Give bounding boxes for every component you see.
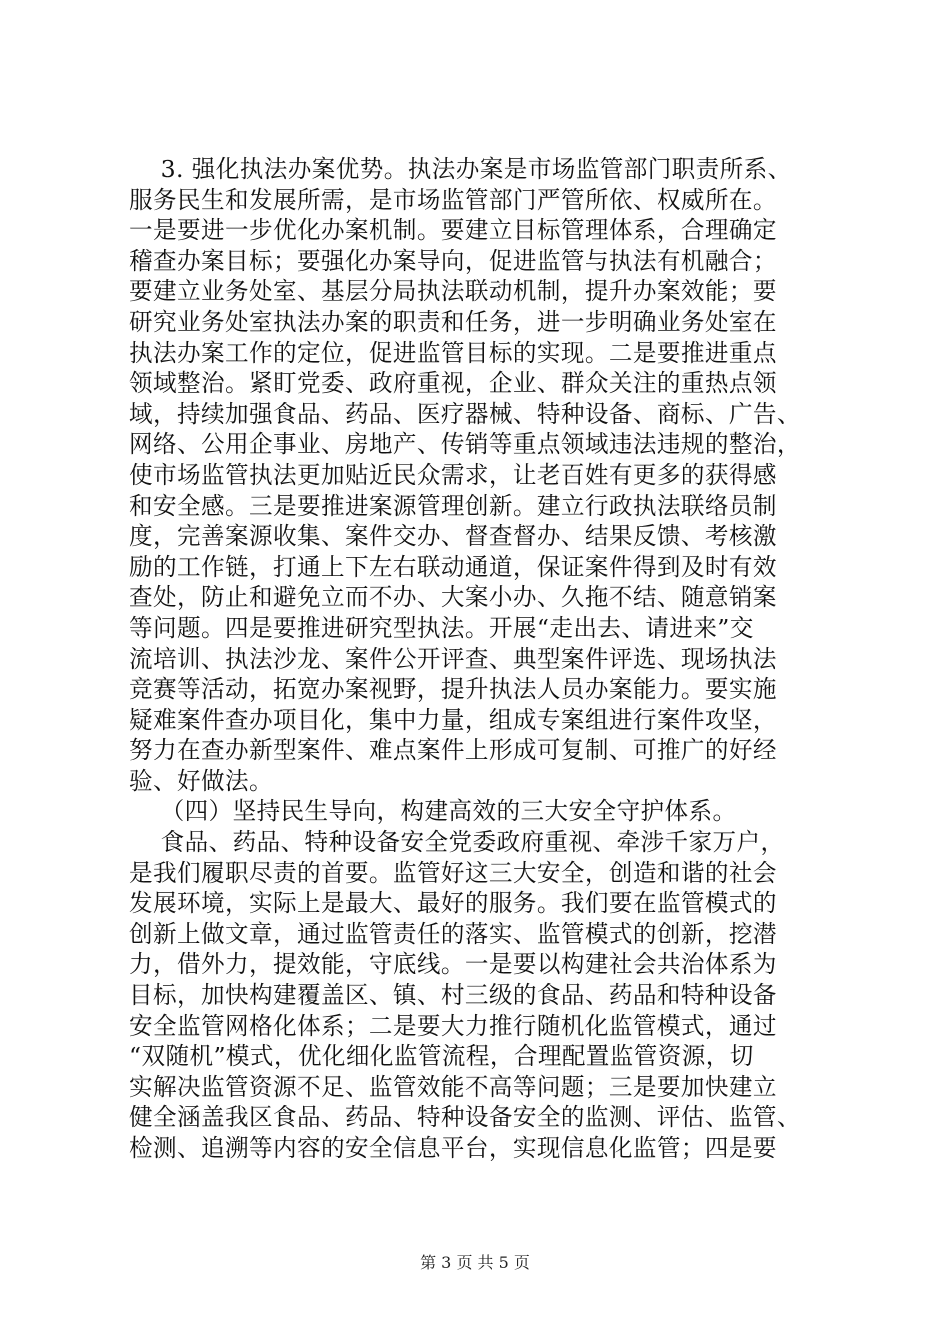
text-line: 健全涵盖我区食品、药品、特种设备安全的监测、评估、监管、 (129, 1103, 801, 1132)
text-line: 研究业务处室执法办案的职责和任务，进一步明确业务处室在 (129, 307, 777, 336)
text-line: （四）坚持民生导向，构建高效的三大安全守护体系。 (129, 797, 737, 826)
text-line: 一是要进一步优化办案机制。要建立目标管理体系，合理确定 (129, 216, 777, 245)
text-line: 使市场监管执法更加贴近民众需求，让老百姓有更多的获得感 (129, 460, 777, 489)
text-line: 励的工作链，打通上下左右联动通道，保证案件得到及时有效 (129, 552, 777, 581)
text-line: 疑难案件查办项目化，集中力量，组成专案组进行案件攻坚， (129, 705, 777, 734)
text-line: 等问题。四是要推进研究型执法。开展“走出去、请进来”交 (129, 613, 754, 642)
text-line: 领域整治。紧盯党委、政府重视，企业、群众关注的重热点领 (129, 369, 777, 398)
text-line: 安全监管网格化体系；二是要大力推行随机化监管模式，通过 (129, 1011, 777, 1040)
text-line: 验、好做法。 (129, 766, 273, 795)
text-line: 查处，防止和避免立而不办、大案小办、久拖不结、随意销案 (129, 583, 777, 612)
text-line: 网络、公用企事业、房地产、传销等重点领域违法违规的整治， (129, 430, 801, 459)
text-line: 要建立业务处室、基层分局执法联动机制，提升办案效能；要 (129, 277, 777, 306)
text-line: 检测、追溯等内容的安全信息平台，实现信息化监管；四是要 (129, 1134, 777, 1162)
text-line: 力，借外力，提效能，守底线。一是要以构建社会共治体系为 (129, 950, 777, 979)
text-line: 竞赛等活动，拓宽办案视野，提升执法人员办案能力。要实施 (129, 675, 777, 704)
text-line: “双随机”模式，优化细化监管流程，合理配置监管资源，切 (129, 1042, 754, 1071)
text-line: 发展环境，实际上是最大、最好的服务。我们要在监管模式的 (129, 889, 777, 918)
text-line: 流培训、执法沙龙、案件公开评查、典型案件评选、现场执法 (129, 644, 777, 673)
text-line: 度，完善案源收集、案件交办、督查督办、结果反馈、考核激 (129, 522, 777, 551)
page-footer: 第 3 页 共 5 页 (420, 1253, 530, 1272)
text-line: 服务民生和发展所需，是市场监管部门严管所依、权威所在。 (129, 185, 777, 214)
text-line: 是我们履职尽责的首要。监管好这三大安全，创造和谐的社会 (129, 858, 777, 887)
text-line: 创新上做文章，通过监管责任的落实、监管模式的创新，挖潜 (129, 919, 777, 948)
text-line: 稽查办案目标；要强化办案导向，促进监管与执法有机融合； (129, 246, 777, 275)
text-line: 食品、药品、特种设备安全党委政府重视、牵涉千家万户， (129, 828, 785, 857)
text-line: 和安全感。三是要推进案源管理创新。建立行政执法联络员制 (129, 491, 777, 520)
text-line: 执法办案工作的定位，促进监管目标的实现。二是要推进重点 (129, 338, 777, 367)
text-line: 实解决监管资源不足、监管效能不高等问题；三是要加快建立 (129, 1072, 777, 1101)
text-line: 努力在查办新型案件、难点案件上形成可复制、可推广的好经 (129, 736, 777, 765)
document-body (129, 154, 829, 1164)
text-line: 目标，加快构建覆盖区、镇、村三级的食品、药品和特种设备 (129, 981, 777, 1010)
text-line: 域，持续加强食品、药品、医疗器械、特种设备、商标、广告、 (129, 399, 801, 428)
text-line: 3. 强化执法办案优势。执法办案是市场监管部门职责所系、 (129, 155, 792, 183)
